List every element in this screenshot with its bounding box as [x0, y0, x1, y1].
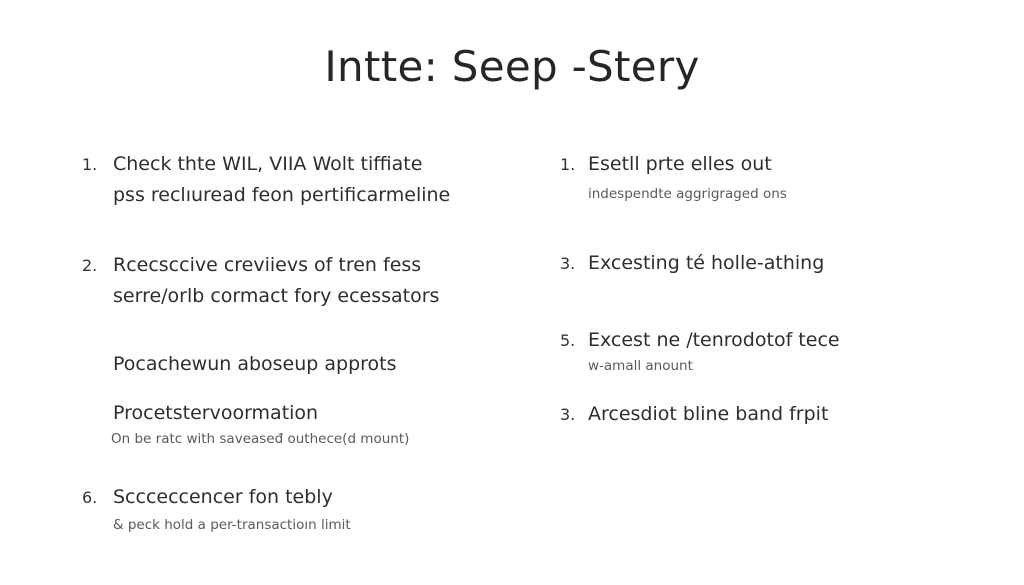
item-text: Pocachewun aboseup approts	[113, 353, 397, 375]
page-title: Intte: Seep -Stery	[324, 42, 700, 91]
item-number: 3.	[560, 254, 576, 273]
item-number: 1.	[560, 155, 576, 174]
item-text: Arcesdiot bline band frpit	[588, 403, 829, 425]
item-text-continued: serre/orlb cormact fory ecessators	[113, 285, 440, 307]
item-text: Excest ne /tenrodotof tece	[588, 329, 840, 351]
item-text: Check thte WIL, VIIA Wolt tiffiate	[113, 153, 423, 175]
item-subtext: & peck hold a per-transactioın limit	[113, 517, 351, 533]
item-text-continued: pss reclıuread feon pertificarmeline	[113, 184, 451, 206]
item-text: Sccceccencer fon tebly	[113, 486, 333, 508]
item-text: Excesting té holle-athing	[588, 252, 825, 274]
item-text: Esetll prte elles out	[588, 153, 772, 175]
item-subtext: w-amall anount	[588, 358, 693, 374]
item-text: Procetstervoormation	[113, 402, 319, 424]
item-number: 3.	[560, 405, 576, 424]
item-number: 1.	[82, 155, 98, 174]
item-text: Rcecsccive creviievs of tren fess	[113, 254, 422, 276]
item-subtext: On be ratc with saveaseđ outhece(d mount)	[111, 431, 410, 447]
item-number: 6.	[82, 488, 98, 507]
item-subtext: indespendte aggrigraged ons	[588, 186, 787, 202]
item-number: 2.	[82, 256, 98, 275]
item-number: 5.	[560, 331, 576, 350]
